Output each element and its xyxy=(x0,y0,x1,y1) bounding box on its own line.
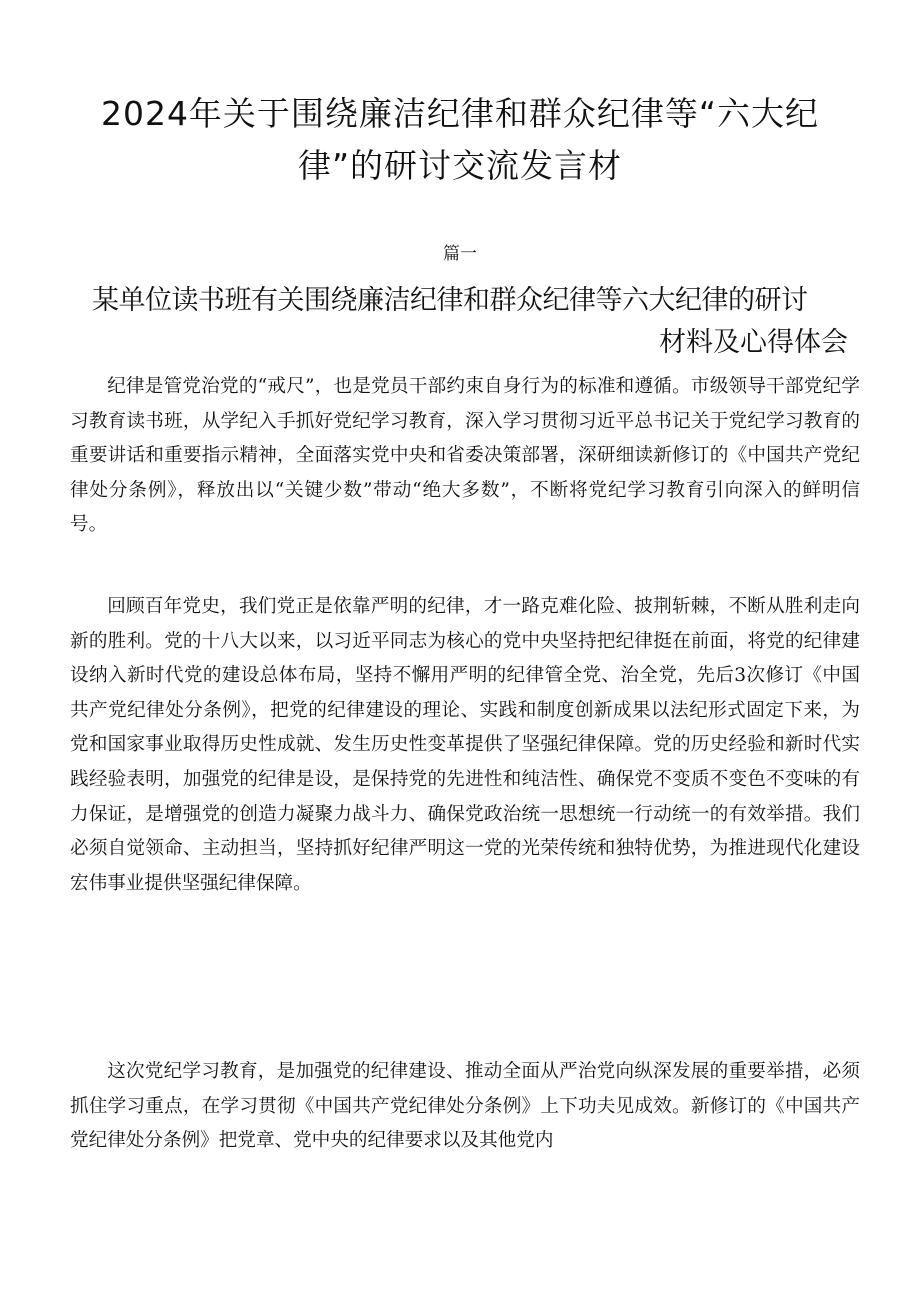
body-paragraph: 这次党纪学习教育，是加强党的纪律建设、推动全面从严治党向纵深发展的重要举措，必须抓住学习重点，在学习贯彻《中国共产党纪律处分条例》上下功夫见成效。新修订的《中国共产党纪律处分条例》把党章、党中央的纪律要求以及其他党内 xyxy=(70,1061,860,1152)
body-paragraph: 纪律是管党治党的“戒尺”，也是党员干部约束自身行为的标准和遵循。市级领导干部党纪学习教育读书班，从学纪入手抓好党纪学习教育，深入学习贯彻习近平总书记关于党纪学习教育的重要讲话和重要指示精神，全面落实党中央和省委决策部署，深研细读新修订的《中国共产党纪律处分条例》，释放出以“关键少数”带动“绝大多数”，不断将党纪学习教育引向深入的鲜明信号。 xyxy=(70,376,860,536)
subtitle-line-1: 某单位读书班有关围绕廉洁纪律和群众纪律等六大纪律的研讨 xyxy=(92,285,808,316)
section-subtitle xyxy=(92,280,848,364)
body-paragraph: 回顾百年党史，我们党正是依靠严明的纪律，才一路克难化险、披荆斩棘，不断从胜利走向新的胜利。党的十八大以来，以习近平同志为核心的党中央坚持把纪律挺在前面，将党的纪律建设纳入新时代党的建设总体布局，坚持不懈用严明的纪律管全党、治全党，先后3次修订《中国共产党纪律处分条例》，把党的纪律建设的理论、实践和制度创新成果以法纪形式固定下来，为党和国家事业取得历史性成就、发生历史性变革提供了坚强纪律保障。党的历史经验和新时代实践经验表明，加强党的纪律是设，是保持党的先进性和纯洁性、确保党不变质不变色不变味的有力保证，是增强党的创造力凝聚力战斗力、确保党政治统一思想统一行动统一的有效举措。我们必须自觉领命、主动担当，坚持抓好纪律严明这一党的光荣传统和独特优势，为推进现代化建设宏伟事业提供坚强纪律保障。 xyxy=(70,596,860,894)
section-label: 篇一 xyxy=(443,244,477,264)
document-title: 2024年关于围绕廉洁纪律和群众纪律等“六大纪律”的研讨交流发言材 xyxy=(100,94,820,185)
subtitle-line-2: 材料及心得体会 xyxy=(659,327,848,358)
